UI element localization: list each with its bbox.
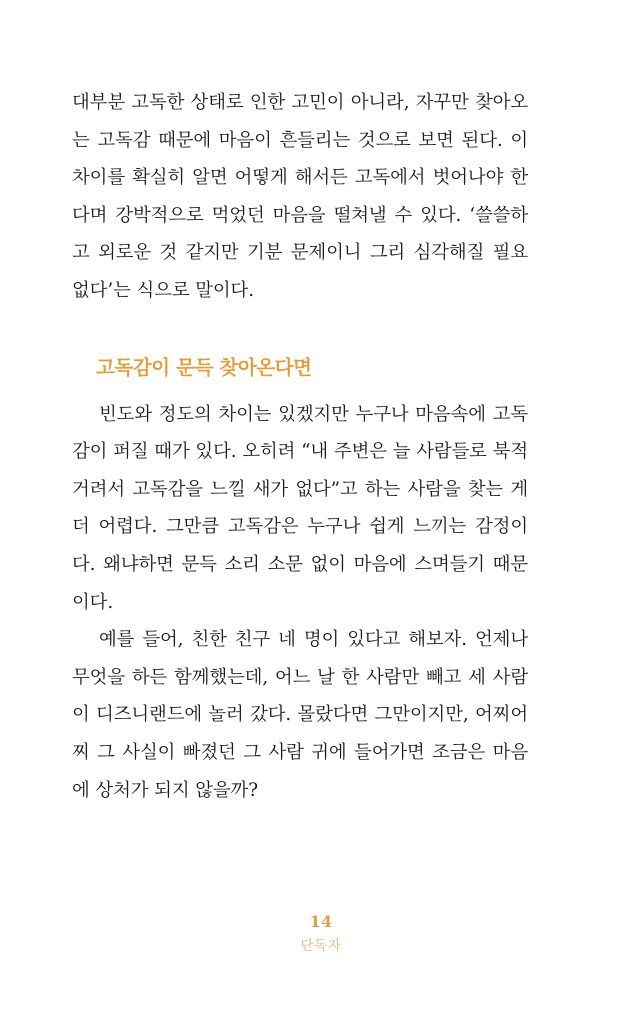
heading-spacer-below	[72, 381, 528, 396]
paragraph-body-1: 빈도와 정도의 차이는 있겠지만 누구나 마음속에 고독감이 퍼질 때가 있다. 오히려 “내 주변은 늘 사람들로 북적거려서 고독감을 느낄 새가 없다”고 하는 사람을 찾는 게 더 어렵다. 그만큼 고독감은 누구나 쉽게 느끼는 감정이다. 왜냐하면 문득 소리 소문 없이 마음에 스며들기 때문이다.	[72, 403, 528, 613]
paragraph-body-2: 예를 들어, 친한 친구 네 명이 있다고 해보자. 언제나 무엇을 하든 함께했는데, 어느 날 한 사람만 빼고 세 사람이 디즈니랜드에 놀러 갔다. 몰랐다면 그만이지만, 어찌어찌 그 사실이 빠졌던 그 사람 귀에 들어가면 조금은 마음에 상처가 되지 않을까?	[72, 629, 528, 801]
paragraph-continuation: 대부분 고독한 상태로 인한 고민이 아니라, 자꾸만 찾아오는 고독감 때문에 마음이 흔들리는 것으로 보면 된다. 이 차이를 확실히 알면 어떻게 해서든 고독에서 벗어나야 한다며 강박적으로 먹었던 마음을 떨쳐낼 수 있다. ‘쓸쓸하고 외로운 것 같지만 기분 문제이니 그리 심각해질 필요 없다’는 식으로 말이다.	[72, 92, 528, 301]
page-content	[72, 84, 528, 809]
page-footer	[0, 912, 642, 956]
heading-spacer-above	[72, 310, 528, 355]
running-book-title: 단독자	[300, 938, 342, 954]
page-number: 14	[309, 912, 333, 931]
section-heading: 고독감이 문득 찾아온다면	[96, 355, 312, 379]
